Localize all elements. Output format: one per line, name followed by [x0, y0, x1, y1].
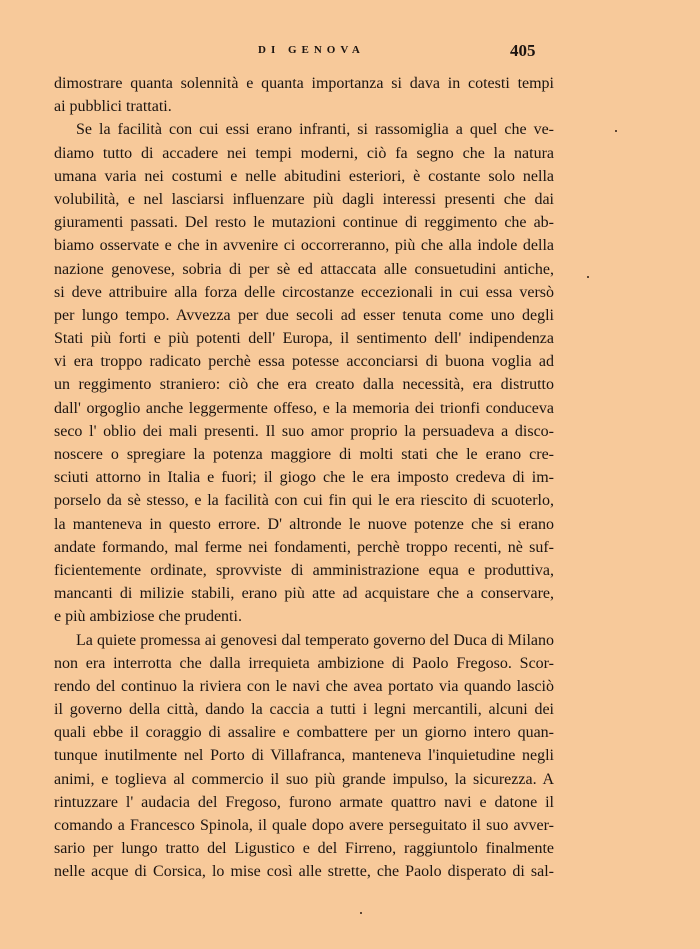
text-line: noscere o spregiare la potenza maggiore di molti stati che le erano cre- — [54, 446, 554, 463]
text-line: dimostrare quanta solennità e quanta importanza si dava in cotesti tempi — [54, 75, 554, 92]
text-line: per lungo tempo. Avvezza per due secoli ad esser tenuta come uno degli — [54, 306, 554, 324]
text-line: nazione genovese, sobria di per sè ed attaccata alle consuetudini antiche, — [54, 260, 554, 278]
text-line: mancanti di milizie stabili, erano più atte ad acquistare che a conservare, — [54, 585, 554, 603]
running-title: DI GENOVA — [258, 44, 365, 56]
text-line: seco l' oblio dei mali presenti. Il suo amor proprio la persuadeva a disco- — [54, 422, 554, 440]
running-head — [0, 42, 700, 68]
paragraph-first-line: Se la facilità con cui essi erano infranti, si rassomiglia a quel che ve- — [76, 121, 554, 139]
text-line: volubilità, e nel lasciarsi influenzare più dagli interessi presenti che dai — [54, 190, 554, 208]
text-line: rintuzzare l' audacia del Fregoso, furono armate quattro navi e datone il — [54, 793, 554, 811]
text-line: comando a Francesco Spinola, il quale dopo avere perseguitato il suo avver- — [54, 817, 554, 834]
text-line: e più ambiziose che prudenti. — [54, 608, 242, 626]
text-line: sario per lungo tratto del Ligustico e del Firreno, raggiuntolo finalmente — [54, 840, 554, 858]
text-line: dall' orgoglio anche leggermente offeso, e la memoria dei trionfi conduceva — [54, 399, 554, 417]
text-line: Stati più forti e più potenti dell' Europa, il sentimento dell' indipendenza — [54, 330, 554, 348]
text-line: non era interrotta che dalla irrequieta ambizione di Paolo Fregoso. Scor- — [54, 654, 554, 672]
body-text — [54, 72, 554, 884]
scan-speck — [615, 130, 617, 132]
page-number: 405 — [510, 41, 536, 60]
text-line: animi, e toglieva al commercio il suo più grande impulso, la sicurezza. A — [54, 770, 554, 788]
text-line: ai pubblici trattati. — [54, 98, 172, 116]
text-line: la manteneva in questo errore. D' altronde le nuove potenze che si erano — [54, 515, 554, 533]
text-line: diamo tutto di accadere nei tempi moderni, ciò fa segno che la natura — [54, 144, 554, 162]
scan-speck — [587, 276, 589, 278]
text-line: nelle acque di Corsica, lo mise così alle strette, che Paolo disperato di sal- — [54, 863, 554, 881]
text-line: andate formando, mal ferme nei fondamenti, perchè troppo recenti, nè suf- — [54, 538, 554, 556]
text-line: si deve attribuire alla forza delle circostanze eccezionali in cui essa versò — [54, 283, 554, 301]
text-line: rendo del continuo la riviera con le navi che avea portato via quando lasciò — [54, 677, 554, 695]
text-line: umana varia nei costumi e nelle abitudini esteriori, è costante solo nella — [54, 167, 554, 185]
text-line: ficientemente ordinate, sprovviste di amministrazione equa e produttiva, — [54, 561, 554, 579]
text-line: il governo della città, dando la caccia a tutti i legni mercantili, alcuni dei — [54, 701, 554, 719]
text-line: porselo da sè stesso, e la facilità con cui fin qui le era riescito di scuoterlo, — [54, 492, 554, 510]
text-line: biamo osservate e che in avvenire ci occorreranno, più che alla indole della — [54, 237, 554, 255]
text-line: giuramenti passati. Del resto le mutazioni continue di reggimento che ab- — [54, 214, 554, 232]
scan-speck — [360, 912, 362, 914]
text-line: sciuti attorno in Italia e fuori; il giogo che le era imposto credeva di im- — [54, 469, 554, 487]
paragraph-first-line: La quiete promessa ai genovesi dal temperato governo del Duca di Milano — [76, 631, 554, 649]
text-line: un reggimento straniero: ciò che era creato dalla necessità, era distrutto — [54, 376, 554, 394]
text-line: tunque inutilmente nel Porto di Villafranca, manteneva l'inquietudine negli — [54, 747, 554, 765]
text-line: quali ebbe il coraggio di assalire e combattere per un giorno intero quan- — [54, 724, 554, 742]
text-line: vi era troppo radicato perchè essa potesse acconciarsi di buona voglia ad — [54, 353, 554, 371]
